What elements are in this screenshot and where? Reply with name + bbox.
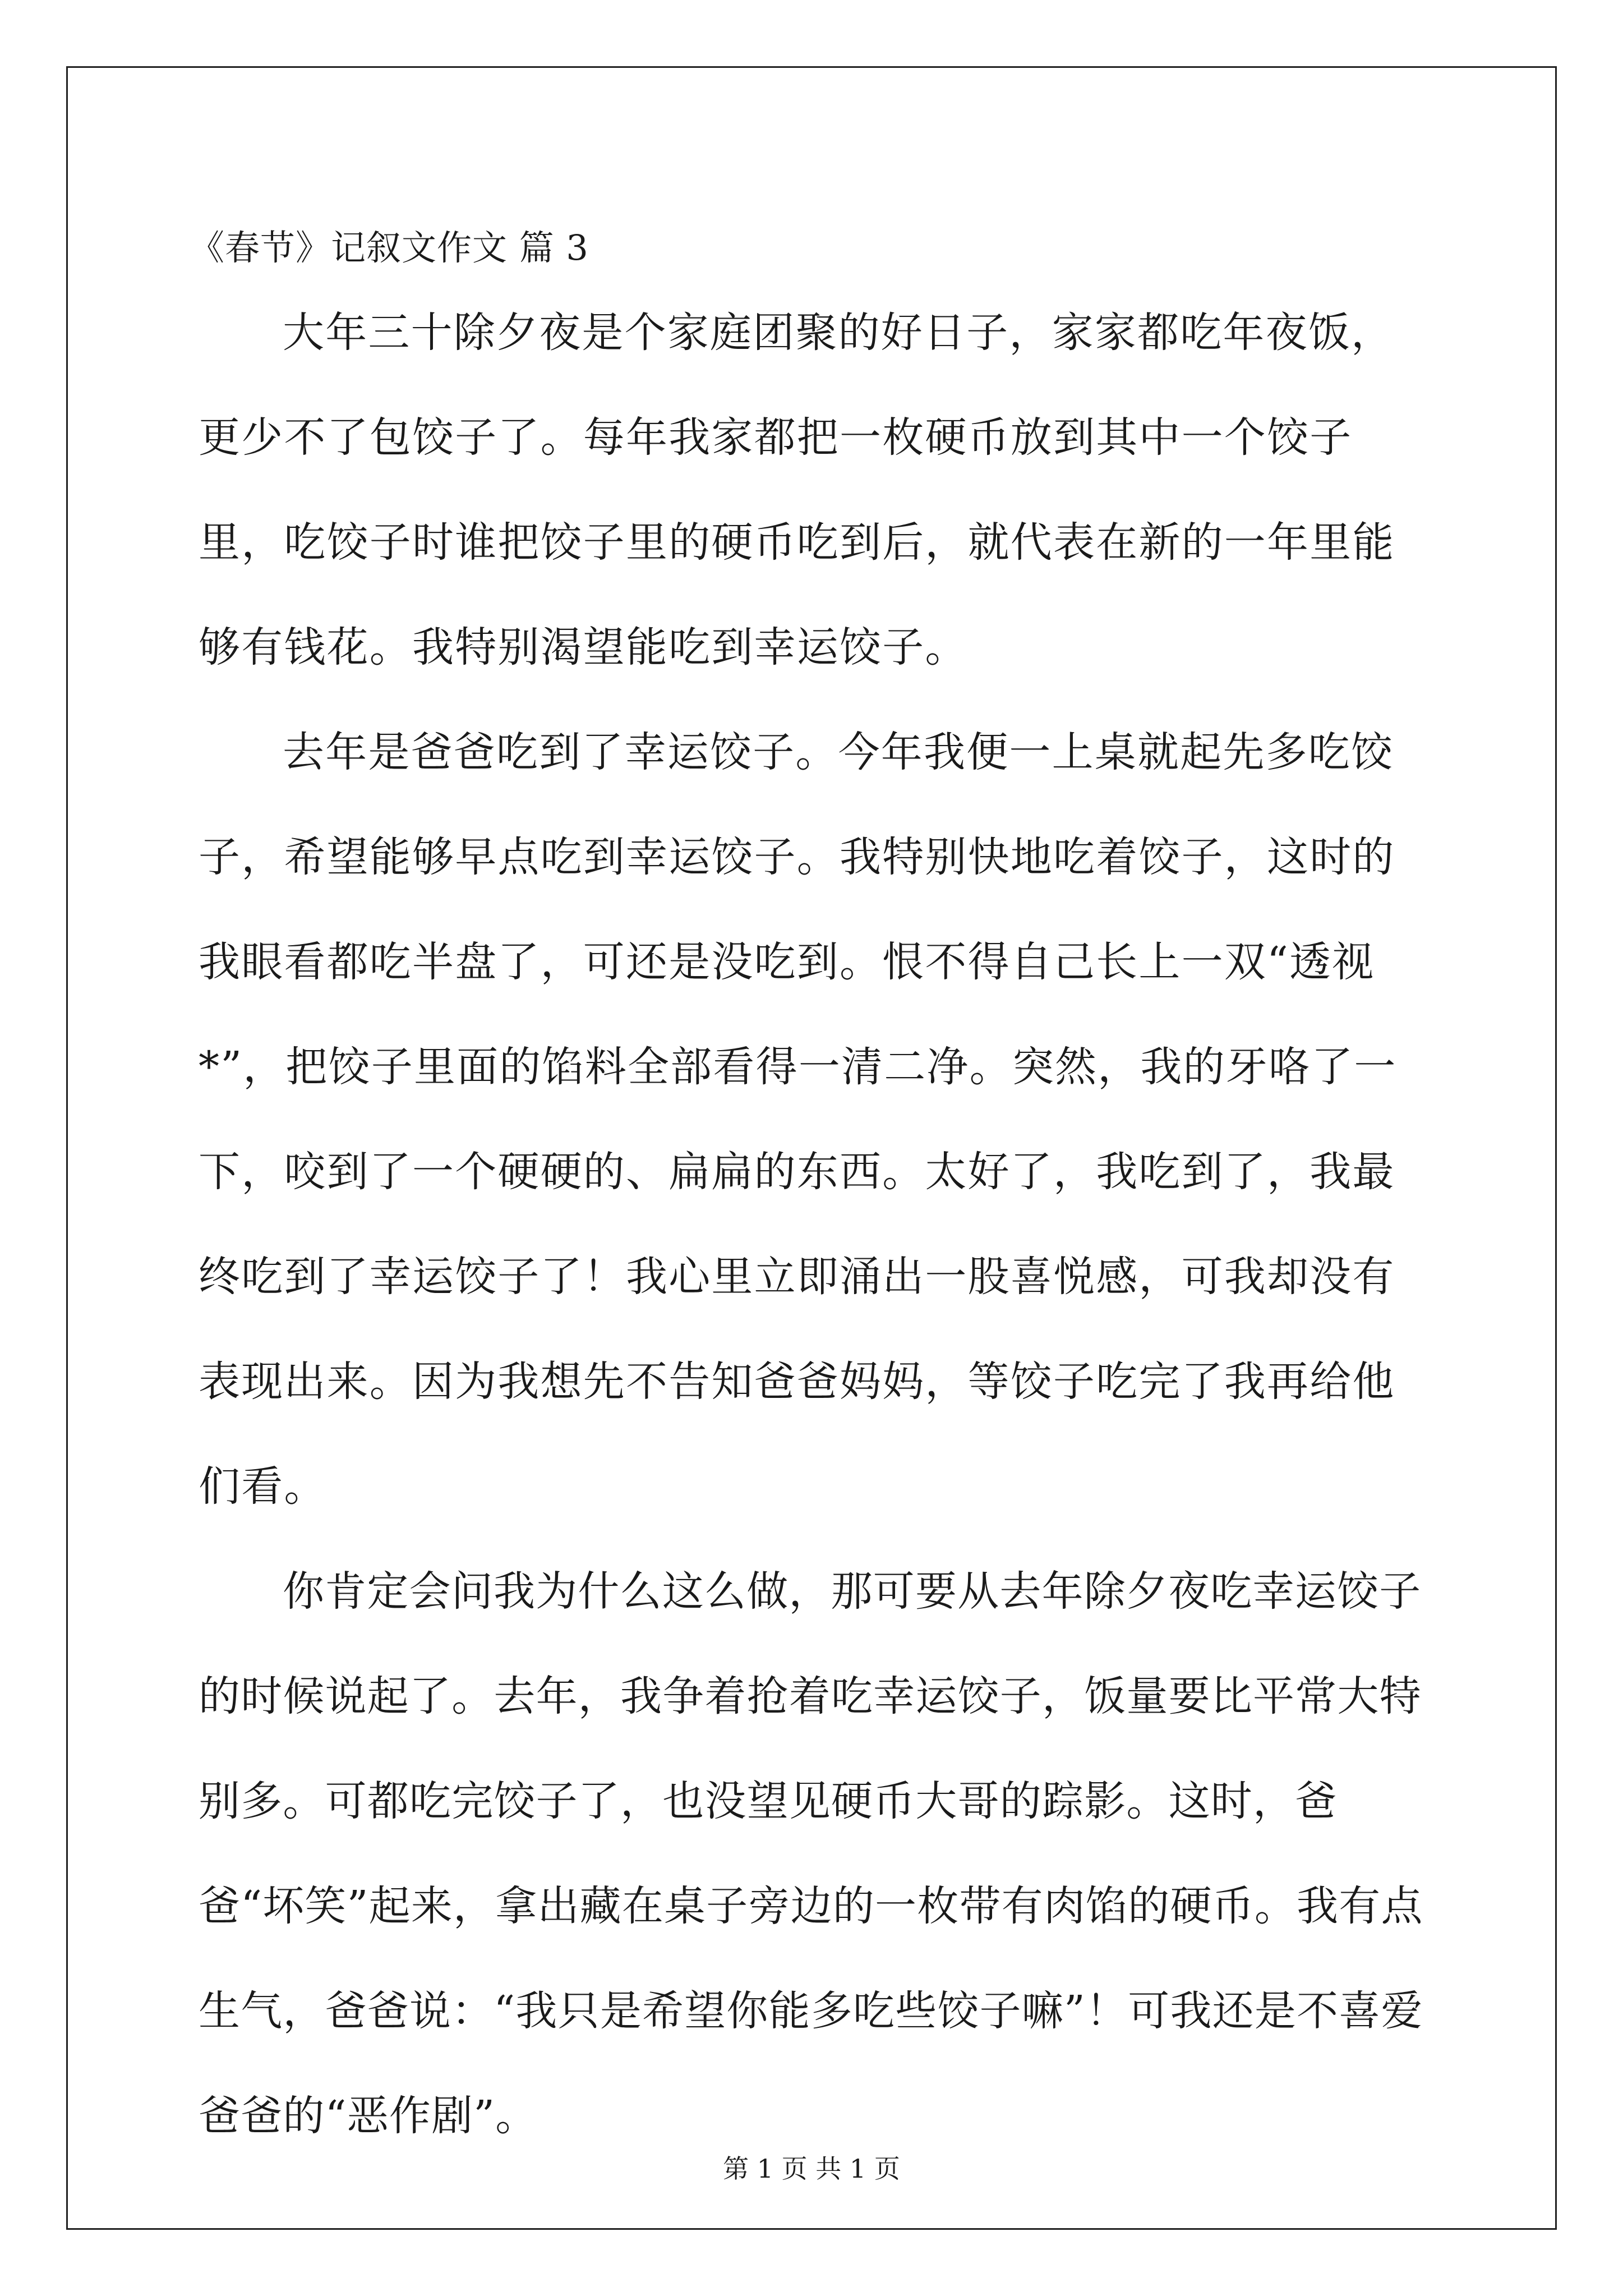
paragraph-3: 你肯定会问我为什么这么做，那可要从去年除夕夜吃幸运饺子的时候说起了。去年，我争着抢着吃幸运饺子，饭量要比平常大特别多。可都吃完饺子了，也没望见硬币大哥的踪影。这时，爸爸“坏笑”起来，拿出藏在桌子旁边的一枚带有肉馅的硬币。我有点生气，爸爸说：“我只是希望你能多吃些饺子嘛”！可我还是不喜爱爸爸的“恶作剧”。 [199,1567,1423,2140]
paragraph-2: 去年是爸爸吃到了幸运饺子。今年我便一上桌就起先多吃饺子，希望能够早点吃到幸运饺子。我特别快地吃着饺子，这时的我眼看都吃半盘了，可还是没吃到。恨不得自己长上一双“透视*”，把饺子里面的馅料全部看得一清二净。突然，我的牙咯了一下，咬到了一个硬硬的、扁扁的东西。太好了，我吃到了，我最终吃到了幸运饺子了！我心里立即涌出一股喜悦感，可我却没有表现出来。因为我想先不告知爸爸妈妈，等饺子吃完了我再给他们看。 [199,728,1397,1511]
document-body [199,280,1432,2169]
page-footer: 第 1 页 共 1 页 [723,2154,900,2184]
paragraph-1: 大年三十除夕夜是个家庭团聚的好日子，家家都吃年夜饭，更少不了包饺子了。每年我家都把一枚硬币放到其中一个饺子里，吃饺子时谁把饺子里的硬币吃到后，就代表在新的一年里能够有钱花。我特别渴望能吃到幸运饺子。 [199,309,1395,671]
document-title: 《春节》记叙文作文 篇 3 [190,227,589,268]
